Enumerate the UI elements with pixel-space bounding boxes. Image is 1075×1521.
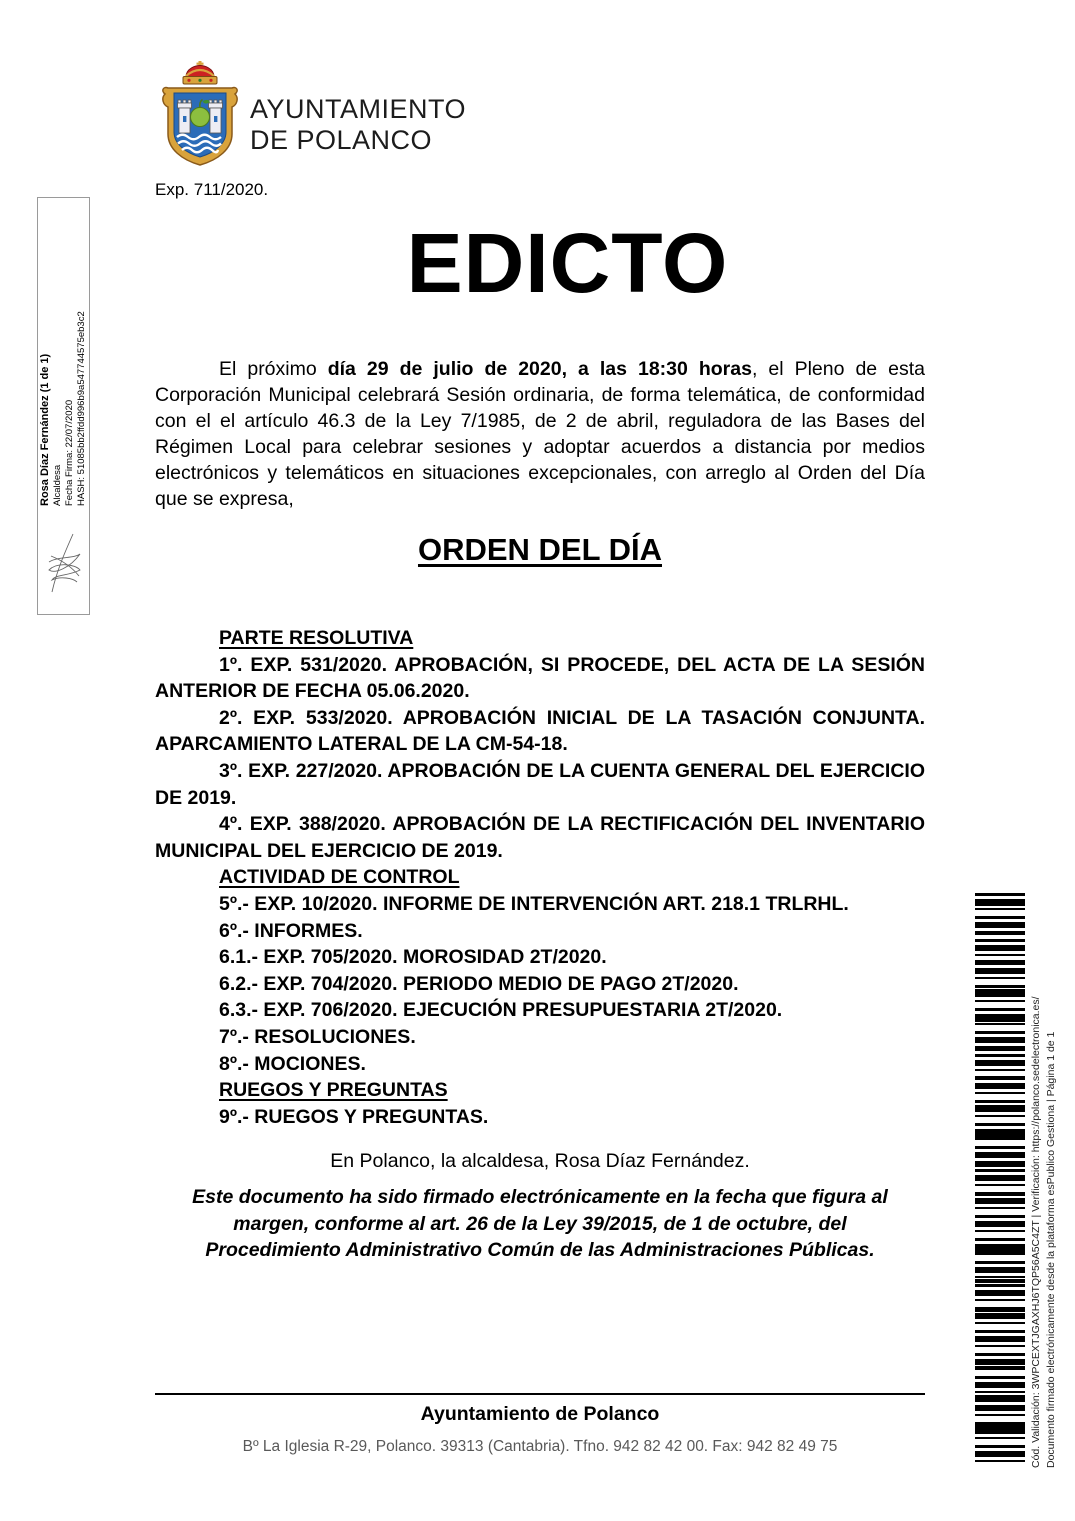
page-title: EDICTO <box>406 216 729 310</box>
footer-address: Bº La Iglesia R-29, Polanco. 39313 (Cantabria). Tfno. 942 82 42 00. Fax: 942 82 49 75 <box>242 1438 838 1455</box>
verification-text <box>1029 893 1061 1468</box>
agenda-item: 7º.- RESOLUCIONES. <box>219 1025 416 1048</box>
footer-divider <box>155 1393 925 1395</box>
verification-barcode-icon <box>975 893 1025 1468</box>
signer-role: Alcaldesa <box>52 464 63 506</box>
agenda-item: 1º. EXP. 531/2020. APROBACIÓN, SI PROCEDE, DEL ACTA DE LA SESIÓN ANTERIOR DE FECHA 05.06.2020. <box>155 653 925 703</box>
signature-date: Fecha Firma: 22/07/2020 <box>64 399 75 506</box>
org-name <box>250 94 466 156</box>
electronic-signature-notice <box>155 1184 925 1264</box>
closing-signature-line: En Polanco, la alcaldesa, Rosa Díaz Fernández. <box>330 1150 750 1172</box>
agenda-item: PARTE RESOLUTIVA <box>219 627 414 649</box>
intro-session-datetime: día 29 de julio de 2020, a las 18:30 horas <box>327 357 752 380</box>
org-name-line1: AYUNTAMIENTO <box>250 94 467 124</box>
signature-stamp-box <box>37 197 90 615</box>
notice-line: Procedimiento Administrativo Común de las Administraciones Públicas. <box>205 1239 875 1261</box>
polanco-coat-of-arms-icon <box>158 60 242 173</box>
agenda-item: 9º.- RUEGOS Y PREGUNTAS. <box>219 1105 489 1128</box>
validation-code-line: Cód. Validación: 3WPCEXTJGAXHJ6TQP56A5C4ZT | Verificación: https://polanco.sedelectronica.es/ <box>1030 996 1042 1468</box>
org-name-line2: DE POLANCO <box>250 125 433 155</box>
agenda-item: ACTIVIDAD DE CONTROL <box>219 866 460 889</box>
agenda-item: 3º. EXP. 227/2020. APROBACIÓN DE LA CUENTA GENERAL DEL EJERCICIO DE 2019. <box>155 759 925 809</box>
handwritten-signature-icon <box>43 526 85 609</box>
footer-org-name: Ayuntamiento de Polanco <box>420 1403 660 1425</box>
signer-name: Rosa Díaz Fernández (1 de 1) <box>39 353 51 506</box>
agenda-item: 5º.- EXP. 10/2020. INFORME DE INTERVENCIÓN ART. 218.1 TRLRHL. <box>219 892 849 915</box>
agenda-item: 6.1.- EXP. 705/2020. MOROSIDAD 2T/2020. <box>219 946 607 969</box>
notice-line: Este documento ha sido firmado electrónicamente en la fecha que figura al <box>192 1186 888 1208</box>
signature-hash: HASH: 51085bb2ffdd996b9a547744575eb3c2 <box>76 311 87 506</box>
file-number: Exp. 711/2020. <box>155 180 269 199</box>
agenda-list <box>155 625 925 1130</box>
intro-rest: , el Pleno de esta Corporación Municipal celebrará Sesión ordinaria, de forma telemática, de conformidad con el el artículo 46.3 de la Ley 7/1985, de 2 de abril, reguladora de las Bases del Régimen Local para celebrar sesiones y adoptar acuerdos a distancia por medios electrónicos y telemáticos en situaciones excepcionales, con arreglo al Orden del Día que se expresa, <box>155 357 926 510</box>
notice-line: margen, conforme al art. 26 de la Ley 39/2015, de 1 de octubre, del <box>233 1212 847 1235</box>
agenda-item: 6.2.- EXP. 704/2020. PERIODO MEDIO DE PAGO 2T/2020. <box>219 972 739 995</box>
agenda-item: 6º.- INFORMES. <box>219 919 363 942</box>
agenda-title: ORDEN DEL DÍA <box>417 532 662 567</box>
platform-line: Documento firmado electrónicamente desde la plataforma esPublico Gestiona | Página 1 de 1 <box>1045 1031 1057 1468</box>
agenda-item: RUEGOS Y PREGUNTAS <box>219 1079 448 1102</box>
agenda-item: 8º.- MOCIONES. <box>219 1052 366 1075</box>
agenda-item: 6.3.- EXP. 706/2020. EJECUCIÓN PRESUPUESTARIA 2T/2020. <box>219 999 783 1022</box>
agenda-item: 2º. EXP. 533/2020. APROBACIÓN INICIAL DE LA TASACIÓN CONJUNTA. APARCAMIENTO LATERAL DE LA CM-54-18. <box>155 706 925 756</box>
intro-paragraph <box>155 356 925 512</box>
agenda-item: 4º. EXP. 388/2020. APROBACIÓN DE LA RECTIFICACIÓN DEL INVENTARIO MUNICIPAL DEL EJERCICIO DE 2019. <box>155 813 925 862</box>
verification-margin <box>1029 893 1061 1468</box>
intro-lead: El próximo <box>219 357 328 380</box>
